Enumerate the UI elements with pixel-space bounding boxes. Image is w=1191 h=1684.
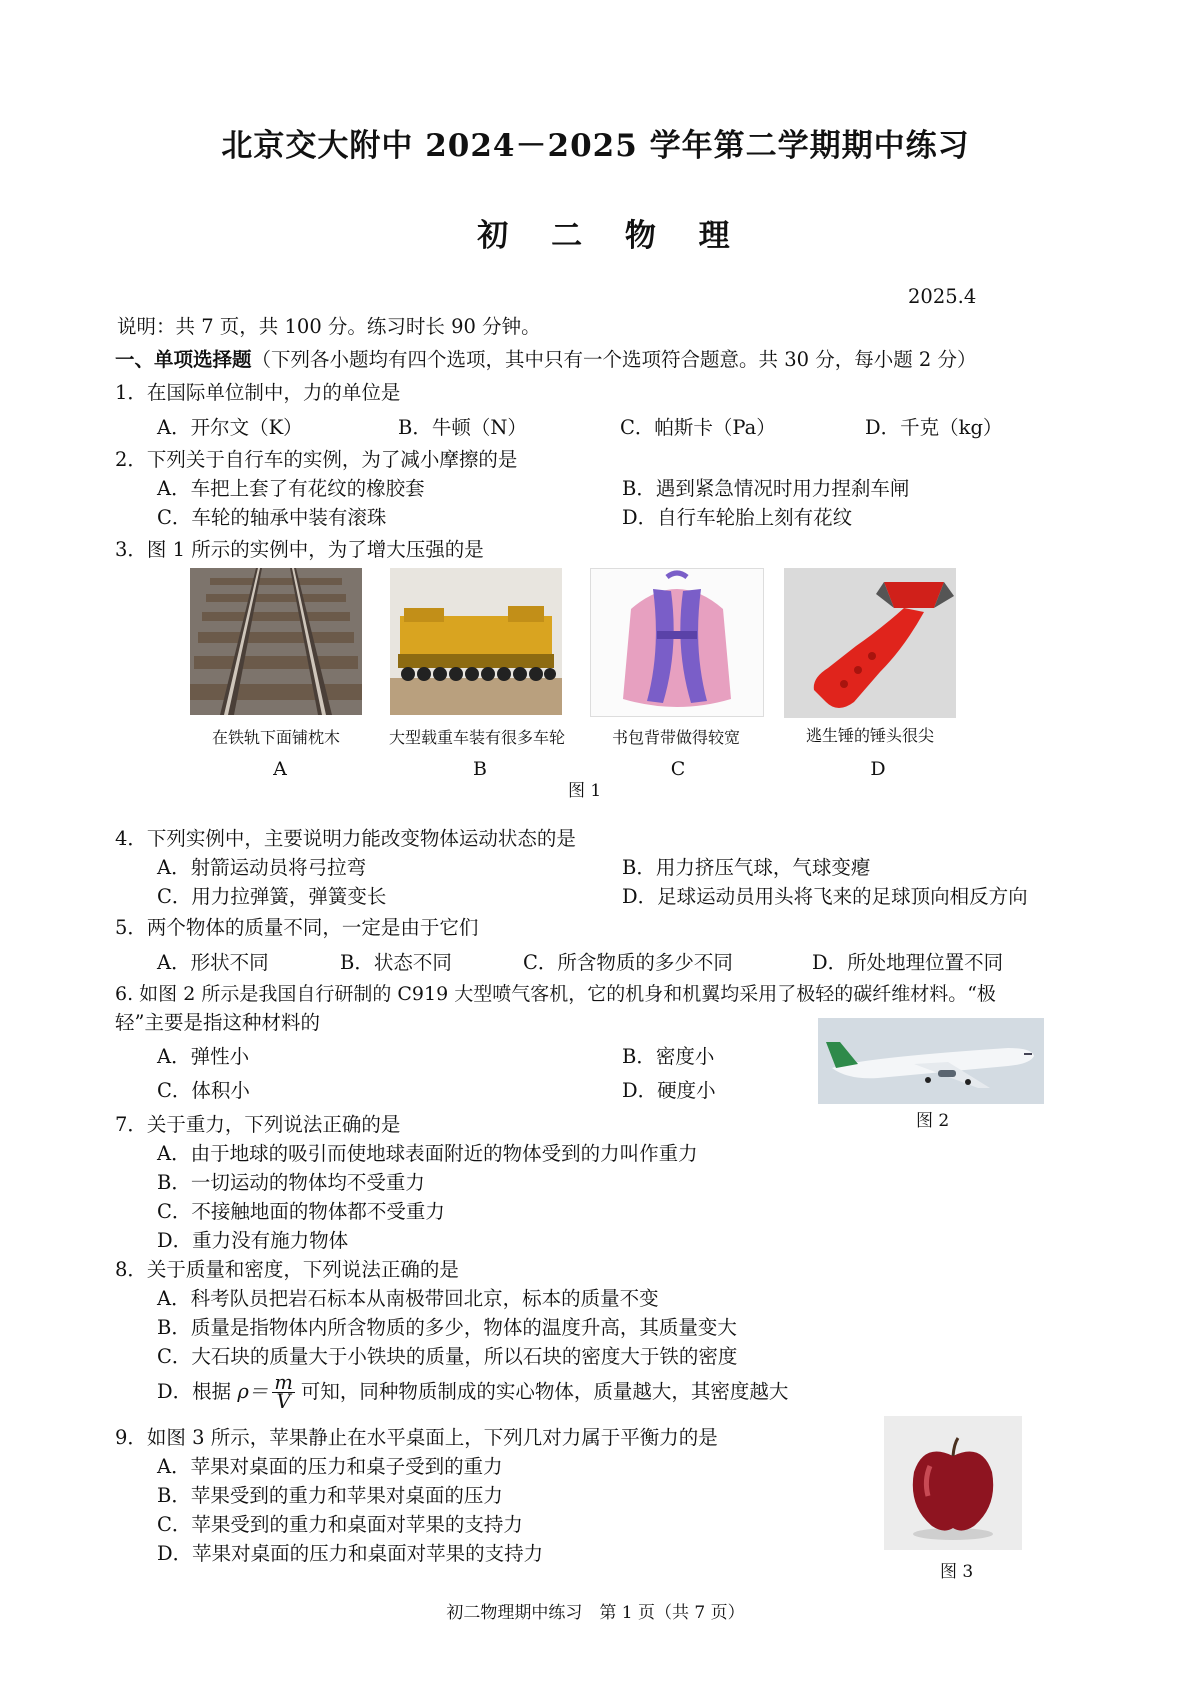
apple-image (884, 1416, 1022, 1550)
q4-option-b[interactable]: B．用力挤压气球，气球变瘪 (622, 856, 871, 879)
figure2-image (818, 1018, 1044, 1104)
q4-option-d[interactable]: D．足球运动员用头将飞来的足球顶向相反方向 (622, 885, 1028, 908)
section-heading-title: 一、单项选择题 (115, 348, 252, 371)
figure3-image (884, 1416, 1022, 1550)
figure1-image-a (190, 568, 362, 715)
q1-option-b[interactable]: B．牛顿（N） (398, 416, 527, 439)
q7-stem: 7．关于重力，下列说法正确的是 (115, 1113, 401, 1136)
page-title: 北京交大附中 2024－2025 学年第二学期期中练习 (221, 128, 970, 164)
q6-stem-line1: 6. 如图 2 所示是我国自行研制的 C919 大型喷气客机，它的机身和机翼均采用了极轻的碳纤维材料。“极 (115, 983, 996, 1005)
q8-option-d-prefix: D．根据 (157, 1380, 232, 1403)
q2-option-a[interactable]: A．车把上套了有花纹的橡胶套 (157, 477, 425, 500)
airplane-image (818, 1018, 1044, 1104)
q5-option-d[interactable]: D．所处地理位置不同 (812, 951, 1004, 974)
q8-stem: 8．关于质量和密度，下列说法正确的是 (115, 1258, 459, 1281)
figure1-letter-b[interactable]: B (473, 758, 487, 780)
density-symbol: ρ＝ (237, 1380, 269, 1403)
q1-option-d[interactable]: D．千克（kg） (865, 416, 1003, 439)
q4-stem: 4．下列实例中，主要说明力能改变物体运动状态的是 (115, 827, 576, 850)
heavy-truck-image (390, 568, 562, 715)
exam-note: 说明：共 7 页，共 100 分。练习时长 90 分钟。 (117, 315, 541, 338)
q7-option-c[interactable]: C．不接触地面的物体都不受重力 (157, 1200, 445, 1223)
q9-stem: 9．如图 3 所示，苹果静止在水平桌面上，下列几对力属于平衡力的是 (115, 1426, 718, 1449)
figure1-label-d: 逃生锤的锤头很尖 (805, 726, 934, 745)
q8-option-c[interactable]: C．大石块的质量大于小铁块的质量，所以石块的密度大于铁的密度 (157, 1345, 738, 1368)
q2-option-b[interactable]: B．遇到紧急情况时用力捏刹车闸 (622, 477, 910, 500)
q5-stem: 5．两个物体的质量不同，一定是由于它们 (115, 916, 479, 939)
figure1-image-c (590, 568, 764, 717)
q7-option-b[interactable]: B．一切运动的物体均不受重力 (157, 1171, 425, 1194)
figure1-image-b (390, 568, 562, 715)
q7-option-d[interactable]: D．重力没有施力物体 (157, 1229, 349, 1252)
escape-hammer-image (784, 568, 956, 718)
q8-option-b[interactable]: B．质量是指物体内所含物质的多少，物体的温度升高，其质量变大 (157, 1316, 737, 1339)
q4-option-a[interactable]: A．射箭运动员将弓拉弯 (157, 856, 367, 879)
formula-numerator: m (274, 1371, 293, 1394)
section-heading (115, 347, 977, 373)
q7-option-a[interactable]: A．由于地球的吸引而使地球表面附近的物体受到的力叫作重力 (157, 1142, 698, 1165)
figure2-caption: 图 2 (916, 1111, 950, 1131)
q6-option-a[interactable]: A．弹性小 (157, 1045, 250, 1068)
figure1-label-a: 在铁轨下面铺枕木 (211, 728, 340, 747)
figure1-label-c: 书包背带做得较宽 (611, 728, 740, 747)
page-subtitle: 初 二 物 理 (477, 218, 746, 254)
figure1-letter-d[interactable]: D (870, 758, 886, 780)
q5-option-c[interactable]: C．所含物质的多少不同 (523, 951, 733, 974)
q6-option-d[interactable]: D．硬度小 (622, 1079, 716, 1102)
q2-stem: 2．下列关于自行车的实例，为了减小摩擦的是 (115, 448, 518, 471)
q9-option-c[interactable]: C．苹果受到的重力和桌面对苹果的支持力 (157, 1513, 523, 1536)
figure1-letter-c[interactable]: C (670, 758, 686, 780)
q8-option-d-suffix: 可知，同种物质制成的实心物体，质量越大，其密度越大 (300, 1380, 789, 1403)
q9-option-a[interactable]: A．苹果对桌面的压力和桌子受到的重力 (157, 1455, 503, 1478)
q9-option-b[interactable]: B．苹果受到的重力和苹果对桌面的压力 (157, 1484, 503, 1507)
figure3-caption: 图 3 (940, 1562, 974, 1582)
q4-option-c[interactable]: C．用力拉弹簧，弹簧变长 (157, 885, 387, 908)
figure1-letter-a[interactable]: A (273, 758, 287, 780)
exam-date: 2025.4 (908, 285, 977, 308)
q5-option-a[interactable]: A．形状不同 (157, 951, 269, 974)
q2-option-c[interactable]: C．车轮的轴承中装有滚珠 (157, 506, 387, 529)
backpack-image (591, 569, 763, 716)
figure1-caption: 图 1 (568, 781, 602, 801)
page-footer: 初二物理期中练习 第 1 页（共 7 页） (446, 1603, 745, 1623)
railway-track-image (190, 568, 362, 715)
q6-option-c[interactable]: C．体积小 (157, 1079, 250, 1102)
q5-option-b[interactable]: B．状态不同 (340, 951, 452, 974)
q8-option-a[interactable]: A．科考队员把岩石标本从南极带回北京，标本的质量不变 (157, 1287, 659, 1310)
q6-stem-line2: 轻”主要是指这种材料的 (115, 1011, 320, 1034)
figure1-label-b: 大型载重车装有很多车轮 (388, 728, 565, 747)
q1-option-a[interactable]: A．开尔文（K） (157, 416, 303, 439)
figure1-image-d (784, 568, 956, 718)
q1-stem: 1．在国际单位制中，力的单位是 (115, 381, 401, 404)
q8-option-d[interactable] (157, 1371, 789, 1413)
q6-option-b[interactable]: B．密度小 (622, 1045, 715, 1068)
q2-option-d[interactable]: D．自行车轮胎上刻有花纹 (622, 506, 853, 529)
q9-option-d[interactable]: D．苹果对桌面的压力和桌面对苹果的支持力 (157, 1542, 544, 1565)
q1-option-c[interactable]: C．帕斯卡（Pa） (620, 416, 776, 439)
density-formula (272, 1371, 295, 1413)
q3-stem: 3．图 1 所示的实例中，为了增大压强的是 (115, 538, 484, 561)
formula-denominator: V (276, 1390, 291, 1413)
section-heading-desc: （下列各小题均有四个选项，其中只有一个选项符合题意。共 30 分，每小题 2 分） (251, 348, 977, 371)
